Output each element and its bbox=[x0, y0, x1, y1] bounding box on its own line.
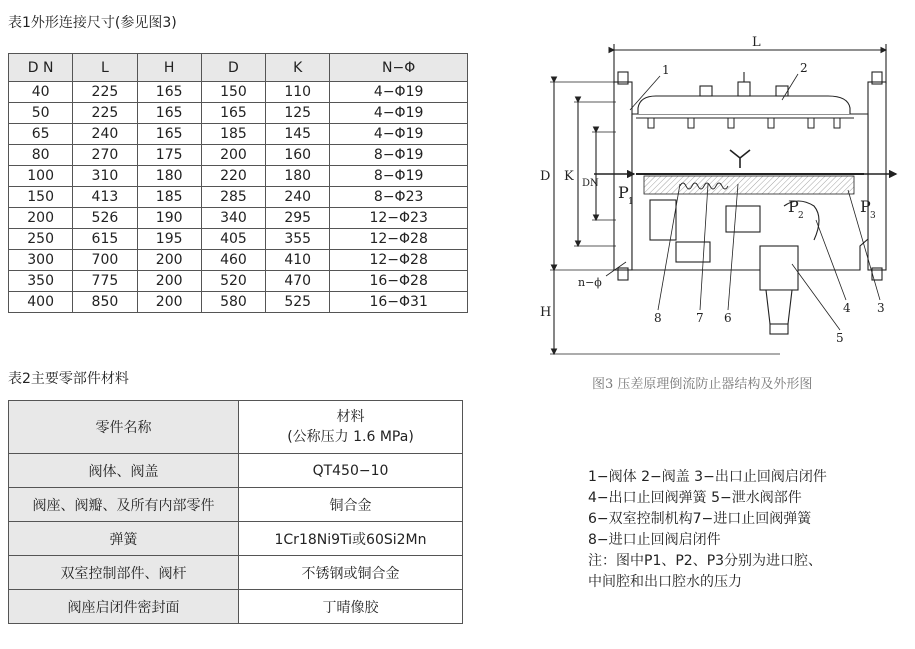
cell-h: 200 bbox=[137, 292, 201, 313]
material-header-line2: (公称压力 1.6 MPa) bbox=[287, 429, 414, 445]
cell-n-phi: 4−Φ19 bbox=[330, 103, 468, 124]
table-row bbox=[9, 250, 468, 271]
cell-n-phi: 12−Φ28 bbox=[330, 229, 468, 250]
table2-title: 表2主要零部件材料 bbox=[8, 371, 129, 387]
part-label-1: 1 bbox=[662, 63, 670, 77]
cell-k: 470 bbox=[266, 271, 330, 292]
dim-label-dn: DN bbox=[582, 178, 599, 189]
legend-line: 6−双室控制机构7−进口止回阀弹簧 bbox=[588, 511, 812, 527]
cell-d: 405 bbox=[201, 229, 265, 250]
dim-label-k: K bbox=[564, 169, 574, 184]
materials-table bbox=[8, 400, 463, 624]
cell-h: 165 bbox=[137, 124, 201, 145]
legend-line: 注：图中P1、P2、P3分别为进口腔、 bbox=[588, 553, 823, 569]
dimensions-table bbox=[8, 53, 468, 313]
table-row bbox=[9, 124, 468, 145]
cell-d: 185 bbox=[201, 124, 265, 145]
table-row bbox=[9, 271, 468, 292]
dim-label-n-phi: n−ϕ bbox=[578, 276, 602, 289]
cell-l: 615 bbox=[73, 229, 137, 250]
parts-legend bbox=[588, 467, 827, 593]
cell-dn: 150 bbox=[9, 187, 73, 208]
cell-dn: 250 bbox=[9, 229, 73, 250]
table-row bbox=[9, 522, 463, 556]
cell-material: 1Cr18Ni9Ti或60Si2Mn bbox=[239, 522, 463, 556]
cell-dn: 50 bbox=[9, 103, 73, 124]
col-header-dn: D N bbox=[9, 54, 73, 82]
cell-n-phi: 12−Φ28 bbox=[330, 250, 468, 271]
cell-dn: 400 bbox=[9, 292, 73, 313]
legend-line: 1−阀体 2−阀盖 3−出口止回阀启闭件 bbox=[588, 469, 827, 485]
cell-dn: 350 bbox=[9, 271, 73, 292]
table-row bbox=[9, 454, 463, 488]
table-row bbox=[9, 488, 463, 522]
part-label-5: 5 bbox=[836, 331, 844, 345]
cell-l: 270 bbox=[73, 145, 137, 166]
cell-k: 410 bbox=[266, 250, 330, 271]
cell-material: 不锈钢或铜合金 bbox=[239, 556, 463, 590]
part-label-4: 4 bbox=[843, 301, 851, 315]
pressure-label-p1-sub: 1 bbox=[628, 197, 634, 207]
cell-part-name: 阀座启闭件密封面 bbox=[9, 590, 239, 624]
pressure-label-p3-sub: 3 bbox=[870, 211, 876, 221]
col-header-k: K bbox=[266, 54, 330, 82]
cell-k: 355 bbox=[266, 229, 330, 250]
pressure-label-p1: P bbox=[618, 183, 629, 202]
cell-n-phi: 4−Φ19 bbox=[330, 124, 468, 145]
cell-h: 185 bbox=[137, 187, 201, 208]
cell-l: 775 bbox=[73, 271, 137, 292]
cell-d: 520 bbox=[201, 271, 265, 292]
cell-dn: 65 bbox=[9, 124, 73, 145]
cell-k: 110 bbox=[266, 82, 330, 103]
cell-k: 240 bbox=[266, 187, 330, 208]
cell-l: 240 bbox=[73, 124, 137, 145]
cell-material: 丁晴像胶 bbox=[239, 590, 463, 624]
cell-dn: 100 bbox=[9, 166, 73, 187]
cell-dn: 300 bbox=[9, 250, 73, 271]
cell-n-phi: 16−Φ31 bbox=[330, 292, 468, 313]
cell-h: 165 bbox=[137, 103, 201, 124]
cell-d: 340 bbox=[201, 208, 265, 229]
material-header-line1: 材料 bbox=[336, 409, 365, 425]
cell-dn: 80 bbox=[9, 145, 73, 166]
cell-n-phi: 8−Φ19 bbox=[330, 145, 468, 166]
cell-material: 铜合金 bbox=[239, 488, 463, 522]
cell-material: QT450−10 bbox=[239, 454, 463, 488]
table-row bbox=[9, 229, 468, 250]
col-header-material bbox=[239, 401, 463, 454]
cell-n-phi: 12−Φ23 bbox=[330, 208, 468, 229]
legend-line: 4−出口止回阀弹簧 5−泄水阀部件 bbox=[588, 490, 802, 506]
table-row bbox=[9, 82, 468, 103]
dim-label-l: L bbox=[752, 35, 761, 50]
col-header-n-phi: N−Φ bbox=[330, 54, 468, 82]
valve-drawing bbox=[530, 24, 900, 364]
pressure-label-p2: P bbox=[788, 197, 799, 216]
cell-part-name: 阀座、阀瓣、及所有内部零件 bbox=[9, 488, 239, 522]
table-header-row bbox=[9, 54, 468, 82]
table1-title: 表1外形连接尺寸(参见图3) bbox=[8, 15, 177, 31]
cell-part-name: 弹簧 bbox=[9, 522, 239, 556]
cell-h: 165 bbox=[137, 82, 201, 103]
table-row bbox=[9, 166, 468, 187]
cell-l: 225 bbox=[73, 103, 137, 124]
cell-n-phi: 4−Φ19 bbox=[330, 82, 468, 103]
cell-l: 526 bbox=[73, 208, 137, 229]
cell-k: 145 bbox=[266, 124, 330, 145]
dim-label-h: H bbox=[540, 305, 552, 320]
pressure-label-p2-sub: 2 bbox=[798, 211, 804, 221]
cell-h: 180 bbox=[137, 166, 201, 187]
part-label-6: 6 bbox=[724, 311, 732, 325]
table-header-row bbox=[9, 401, 463, 454]
table-row bbox=[9, 556, 463, 590]
table-row bbox=[9, 145, 468, 166]
cell-h: 195 bbox=[137, 229, 201, 250]
cell-d: 150 bbox=[201, 82, 265, 103]
cell-part-name: 阀体、阀盖 bbox=[9, 454, 239, 488]
cell-dn: 40 bbox=[9, 82, 73, 103]
cell-n-phi: 8−Φ23 bbox=[330, 187, 468, 208]
part-label-7: 7 bbox=[696, 311, 704, 325]
part-label-3: 3 bbox=[877, 301, 885, 315]
cell-d: 165 bbox=[201, 103, 265, 124]
legend-line: 中间腔和出口腔水的压力 bbox=[588, 574, 742, 590]
cell-dn: 200 bbox=[9, 208, 73, 229]
cell-d: 200 bbox=[201, 145, 265, 166]
part-label-8: 8 bbox=[654, 311, 662, 325]
figure-caption: 图3 压差原理倒流防止器结构及外形图 bbox=[592, 377, 813, 392]
table-row bbox=[9, 590, 463, 624]
legend-line: 8−进口止回阀启闭件 bbox=[588, 532, 721, 548]
dim-label-d: D bbox=[540, 169, 551, 184]
cell-d: 580 bbox=[201, 292, 265, 313]
col-header-part-name: 零件名称 bbox=[9, 401, 239, 454]
cell-n-phi: 8−Φ19 bbox=[330, 166, 468, 187]
table-row bbox=[9, 187, 468, 208]
table-row bbox=[9, 292, 468, 313]
cell-l: 225 bbox=[73, 82, 137, 103]
col-header-d: D bbox=[201, 54, 265, 82]
cell-part-name: 双室控制部件、阀杆 bbox=[9, 556, 239, 590]
cell-d: 460 bbox=[201, 250, 265, 271]
col-header-h: H bbox=[137, 54, 201, 82]
table-row bbox=[9, 208, 468, 229]
cell-k: 160 bbox=[266, 145, 330, 166]
cell-k: 295 bbox=[266, 208, 330, 229]
cell-d: 220 bbox=[201, 166, 265, 187]
pressure-label-p3: P bbox=[860, 197, 871, 216]
cell-k: 125 bbox=[266, 103, 330, 124]
cell-h: 190 bbox=[137, 208, 201, 229]
part-label-2: 2 bbox=[800, 61, 808, 75]
cell-k: 180 bbox=[266, 166, 330, 187]
cell-d: 285 bbox=[201, 187, 265, 208]
cell-h: 200 bbox=[137, 250, 201, 271]
cell-k: 525 bbox=[266, 292, 330, 313]
cell-l: 413 bbox=[73, 187, 137, 208]
cell-h: 200 bbox=[137, 271, 201, 292]
table-row bbox=[9, 103, 468, 124]
cell-l: 700 bbox=[73, 250, 137, 271]
cell-l: 850 bbox=[73, 292, 137, 313]
col-header-l: L bbox=[73, 54, 137, 82]
cell-l: 310 bbox=[73, 166, 137, 187]
cell-n-phi: 16−Φ28 bbox=[330, 271, 468, 292]
cell-h: 175 bbox=[137, 145, 201, 166]
